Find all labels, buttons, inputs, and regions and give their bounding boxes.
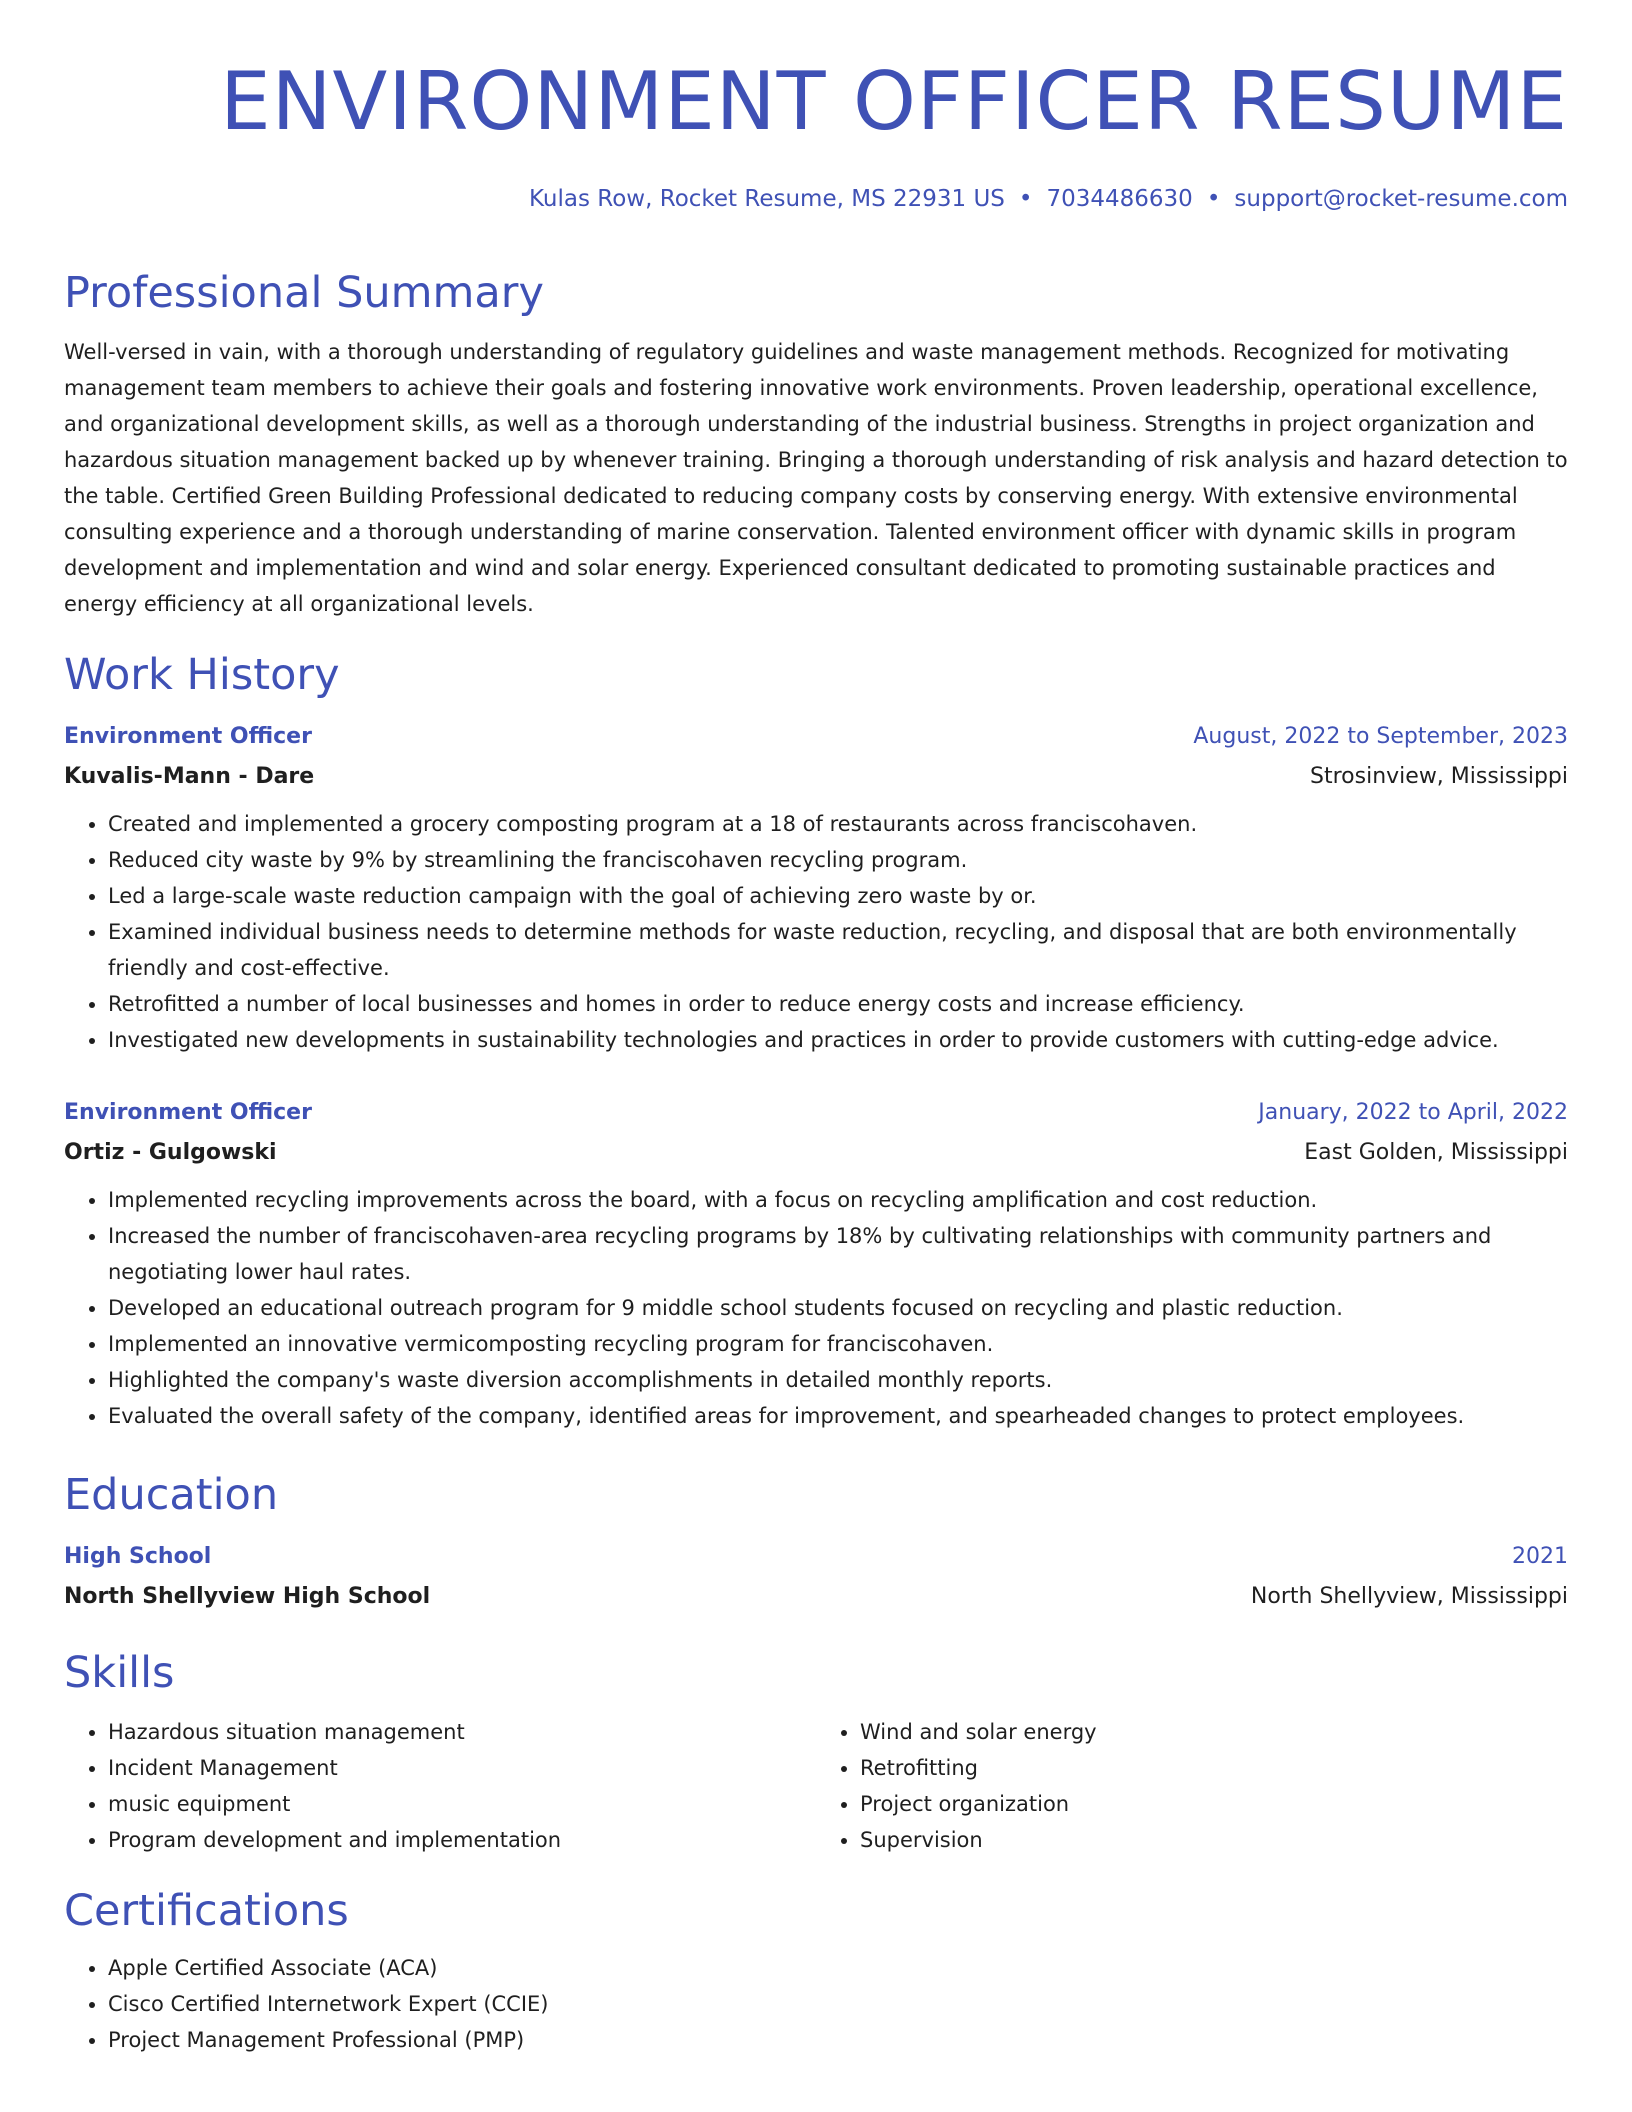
skill-item: • Retrofitting [860,1750,1568,1786]
job-header [64,720,1568,754]
job-location: East Golden, Mississippi [1304,1140,1568,1165]
job-entry [64,1096,1568,1434]
job-dates: January, 2022 to April, 2022 [1258,1100,1568,1125]
contact-address: Kulas Row, Rocket Resume, MS 22931 US [529,186,1005,212]
contact-separator: • [1018,186,1033,212]
job-bullets [64,1182,1568,1434]
job-company: Ortiz - Gulgowski [64,1140,277,1165]
job-bullets [64,806,1568,1058]
resume-title: ENVIRONMENT OFFICER RESUME [220,55,1568,148]
skills-grid [64,1714,1568,1858]
work-history-heading: Work History [64,650,340,700]
list-item: • Implemented recycling improvements across the board, with a focus on recycling amplification and cost reduction. [108,1182,1568,1218]
summary-text: Well-versed in vain, with a thorough understanding of regulatory guidelines and waste management methods. Recognized for motivating management team members to achieve their goals and fostering innovative work environments. Proven leadership, operational excellence, and organizational development skills, as well as a thorough understanding of the industrial business. Strengths in project organization and hazardous situation management backed up by whenever training. Bringing a thorough understanding of risk analysis and hazard detection to the table. Certified Green Building Professional dedicated to reducing company costs by conserving energy. With extensive environmental consulting experience and a thorough understanding of marine conservation. Talented environment officer with dynamic skills in program development and implementation and wind and solar energy. Experienced consultant dedicated to promoting sustainable practices and energy efficiency at all organizational levels. [64,340,1568,616]
skills-list-right [816,1714,1568,1858]
education-heading: Education [64,1470,279,1520]
list-item: • Implemented an innovative vermicomposting recycling program for franciscohaven. [108,1326,1568,1362]
summary-heading: Professional Summary [64,268,544,318]
skills-heading: Skills [64,1648,175,1698]
education-degree: High School [64,1544,212,1569]
job-company: Kuvalis-Mann - Dare [64,764,315,789]
education-year: 2021 [1512,1544,1568,1569]
skill-item: • Program development and implementation [108,1822,816,1858]
list-item: • Investigated new developments in sustainability technologies and practices in order to provide customers with cutting-edge advice. [108,1022,1568,1058]
certifications-list [64,1950,1568,2058]
education-header [64,1540,1568,1574]
job-company-row [64,1136,1568,1170]
skill-item: • Project organization [860,1786,1568,1822]
skill-item: • Wind and solar energy [860,1714,1568,1750]
education-school-row [64,1580,1568,1614]
job-header [64,1096,1568,1130]
list-item: • Led a large-scale waste reduction campaign with the goal of achieving zero waste by or. [108,878,1568,914]
list-item: • Evaluated the overall safety of the company, identified areas for improvement, and spearheaded changes to protect employees. [108,1398,1568,1434]
skill-item: • Hazardous situation management [108,1714,816,1750]
skill-item: • Supervision [860,1822,1568,1858]
skill-item: • music equipment [108,1786,816,1822]
contact-email: support@rocket-resume.com [1234,186,1568,212]
job-role: Environment Officer [64,1100,312,1125]
certification-item: • Apple Certified Associate (ACA) [108,1950,1568,1986]
education-entry [64,1540,1568,1614]
certification-item: • Cisco Certified Internetwork Expert (CCIE) [108,1986,1568,2022]
list-item: • Examined individual business needs to determine methods for waste reduction, recycling, and disposal that are both environmentally friendly and cost-effective. [108,914,1568,986]
list-item: • Increased the number of franciscohaven-area recycling programs by 18% by cultivating relationships with community partners and negotiating lower haul rates. [108,1218,1568,1290]
job-entry [64,720,1568,1058]
list-item: • Created and implemented a grocery composting program at a 18 of restaurants across franciscohaven. [108,806,1568,842]
job-location: Strosinview, Mississippi [1310,764,1568,789]
job-company-row [64,760,1568,794]
list-item: • Retrofitted a number of local businesses and homes in order to reduce energy costs and increase efficiency. [108,986,1568,1022]
skill-item: • Incident Management [108,1750,816,1786]
contact-separator: • [1206,186,1221,212]
certification-item: • Project Management Professional (PMP) [108,2022,1568,2058]
job-dates: August, 2022 to September, 2023 [1193,724,1568,749]
education-location: North Shellyview, Mississippi [1250,1584,1568,1609]
education-school: North Shellyview High School [64,1584,431,1609]
skills-list-left [64,1714,816,1858]
list-item: • Highlighted the company's waste diversion accomplishments in detailed monthly reports. [108,1362,1568,1398]
certifications-heading: Certifications [64,1886,349,1936]
contact-phone: 7034486630 [1046,186,1193,212]
job-role: Environment Officer [64,724,312,749]
list-item: • Developed an educational outreach program for 9 middle school students focused on recycling and plastic reduction. [108,1290,1568,1326]
list-item: • Reduced city waste by 9% by streamlining the franciscohaven recycling program. [108,842,1568,878]
contact-line [64,184,1568,214]
